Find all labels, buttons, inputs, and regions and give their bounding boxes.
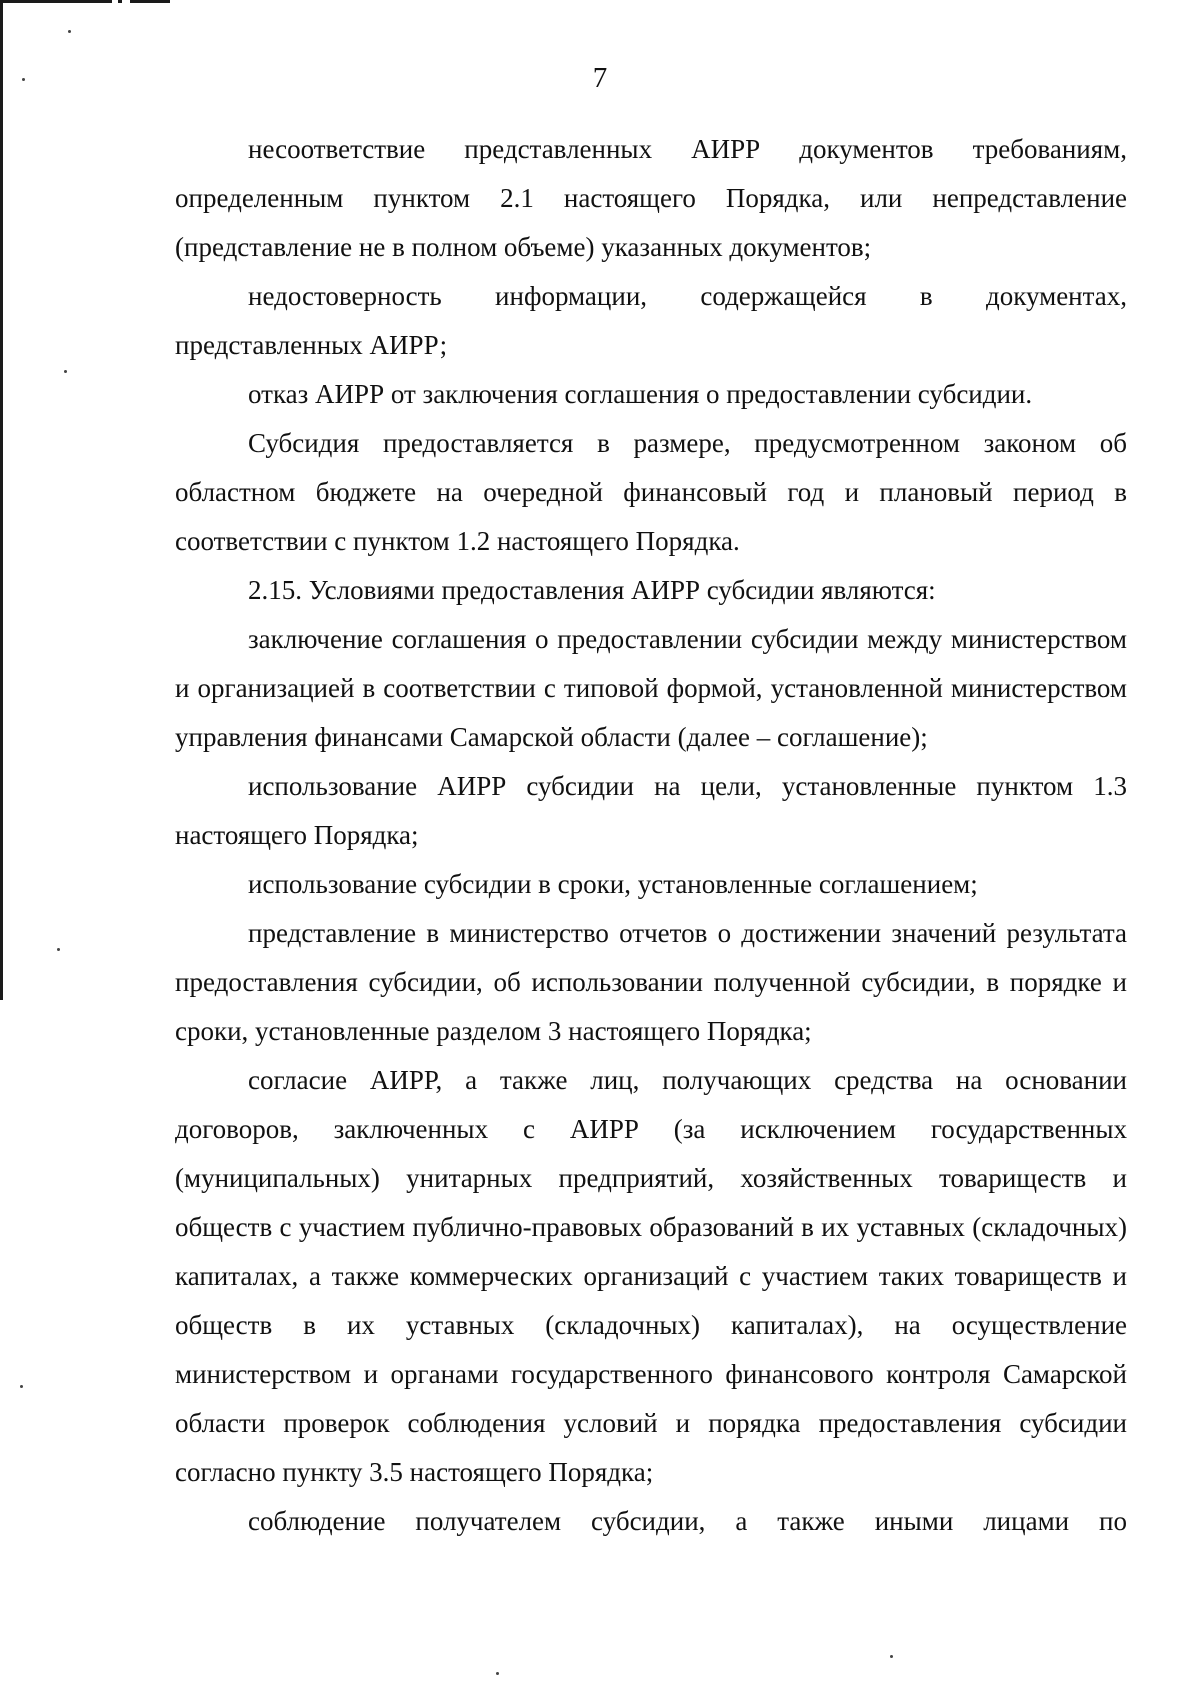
paragraph: согласие АИРР, а также лиц, получающих средства на основании договоров, заключенных с АИРР (за исключением государственных (муниципальных) унитарных предприятий, хозяйственных товариществ и обществ с участием публично-правовых образований в их уставных (складочных) капиталах, а также коммерческих организаций с участием таких товариществ и обществ в их уставных (складочных) капиталах), на осуществление министерством и органами государственного финансового контроля Самарской области проверок соблюдения условий и порядка предоставления субсидии согласно пункту 3.5 настоящего Порядка;	[175, 1065, 1127, 1487]
scan-speck	[20, 1385, 23, 1388]
scan-speck	[68, 30, 71, 33]
document-body	[175, 125, 1127, 1546]
scan-top-mark	[130, 0, 170, 3]
paragraph: несоответствие представленных АИРР документов требованиям, определенным пунктом 2.1 настоящего Порядка, или непредставление (представление не в полном объеме) указанных документов;	[175, 134, 1127, 262]
paragraph: использование субсидии в сроки, установленные соглашением;	[248, 869, 978, 899]
scan-speck	[57, 948, 60, 951]
paragraph: отказ АИРР от заключения соглашения о предоставлении субсидии.	[248, 379, 1033, 409]
paragraph: использование АИРР субсидии на цели, установленные пунктом 1.3 настоящего Порядка;	[175, 771, 1127, 850]
scan-top-mark	[118, 0, 122, 3]
page-number: 7	[592, 62, 608, 94]
paragraph: представление в министерство отчетов о достижении значений результата предоставления субсидии, об использовании полученной субсидии, в порядке и сроки, установленные разделом 3 настоящего Порядка;	[175, 918, 1127, 1046]
paragraph: недостоверность информации, содержащейся в документах, представленных АИРР;	[175, 281, 1127, 360]
scan-left-border	[0, 0, 3, 1000]
paragraph: 2.15. Условиями предоставления АИРР субсидии являются:	[248, 575, 936, 605]
paragraph: Субсидия предоставляется в размере, предусмотренном законом об областном бюджете на очередной финансовый год и плановый период в соответствии с пунктом 1.2 настоящего Порядка.	[175, 428, 1127, 556]
scan-speck	[496, 1672, 499, 1675]
scan-top-mark	[0, 0, 112, 3]
scan-speck	[64, 370, 67, 373]
paragraph: соблюдение получателем субсидии, а также иными лицами по	[248, 1506, 1127, 1536]
paragraph: заключение соглашения о предоставлении субсидии между министерством и организацией в соответствии с типовой формой, установленной министерством управления финансами Самарской области (далее – соглашение);	[175, 624, 1127, 752]
scan-speck	[890, 1655, 893, 1658]
